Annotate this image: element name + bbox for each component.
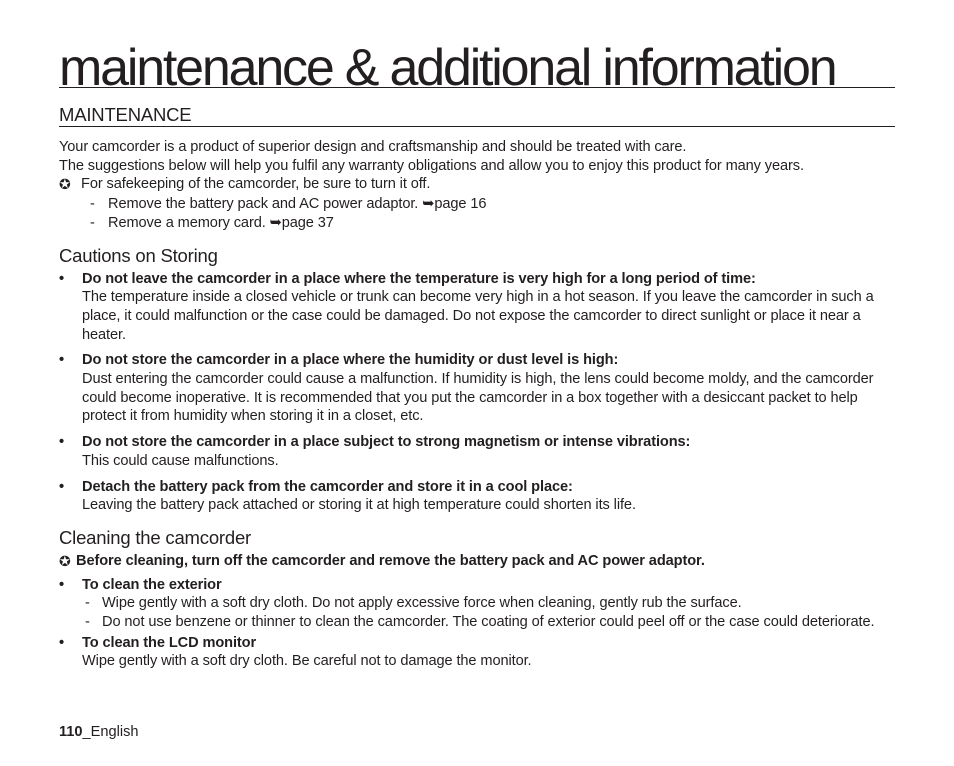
storing-item-text: Dust entering the camcorder could cause a malfunction. If humidity is high, the lens could become moldy, and the camcorder could become inoperative. It is recommended that you put the camcorder in a box together with a desiccant packet to help protect it from humidity when storing it in a closet, etc. xyxy=(82,371,874,425)
storing-item-title: Detach the battery pack from the camcorder and store it in a cool place: xyxy=(82,478,573,495)
page-number: 110 xyxy=(59,724,83,740)
step-text: Do not use benzene or thinner to clean the camcorder. The coating of exterior could peel off or the case could deteriorate. xyxy=(102,614,875,631)
page-footer xyxy=(59,723,139,741)
storing-item-title: Do not leave the camcorder in a place where the temperature is very high for a long period of time: xyxy=(82,270,756,287)
footer-language: _English xyxy=(82,724,139,740)
cleaning-exterior-title: To clean the exterior xyxy=(82,576,222,593)
bullet-icon: • xyxy=(59,270,65,287)
intro-line-2: The suggestions below will help you fulfil any warranty obligations and allow you to enjoy this product for many years. xyxy=(59,157,804,174)
cleaning-lcd xyxy=(59,634,895,671)
storing-item xyxy=(59,433,895,470)
step-text: Wipe gently with a soft dry cloth. Do not apply excessive force when cleaning, gently rub the surface. xyxy=(102,595,742,612)
storing-heading: Cautions on Storing xyxy=(59,244,218,266)
safekeeping-note xyxy=(59,175,895,194)
cleaning-exterior xyxy=(59,576,895,632)
bullet-icon: • xyxy=(59,634,65,651)
star-bullet-icon: ✪ xyxy=(59,552,71,569)
bullet-icon: • xyxy=(59,478,65,495)
storing-item-text: This could cause malfunctions. xyxy=(82,452,279,469)
storing-item xyxy=(59,270,895,345)
list-item xyxy=(82,594,895,613)
storing-item-title: Do not store the camcorder in a place where the humidity or dust level is high: xyxy=(82,352,619,369)
intro-line-1: Your camcorder is a product of superior design and craftsmanship and should be treated with care. xyxy=(59,139,687,155)
bullet-icon: • xyxy=(59,434,65,451)
bullet-icon: • xyxy=(59,352,65,369)
dash-icon: - xyxy=(90,196,95,213)
section-title: MAINTENANCE xyxy=(59,104,895,127)
storing-item-text: Leaving the battery pack attached or storing it at high temperature could shorten its life. xyxy=(82,497,636,514)
cleaning-lcd-text: Wipe gently with a soft dry cloth. Be careful not to damage the monitor. xyxy=(82,653,532,670)
cleaning-lcd-title: To clean the LCD monitor xyxy=(82,634,257,651)
safekeeping-text: For safekeeping of the camcorder, be sure to turn it off. xyxy=(81,176,431,193)
list-item xyxy=(82,613,895,632)
dash-icon: - xyxy=(90,214,95,231)
storing-item-text: The temperature inside a closed vehicle or trunk can become very high in a hot season. If you leave the camcorder in such a place, it could malfunction or the case could be damaged. Do not expose the camcorder to direct sunlight or place it near a heater. xyxy=(82,289,874,343)
list-item xyxy=(59,195,895,214)
storing-item-title: Do not store the camcorder in a place subject to strong magnetism or intense vibrations: xyxy=(82,434,691,451)
chapter-title: maintenance & additional information xyxy=(59,38,895,88)
star-bullet-icon: ✪ xyxy=(59,176,71,193)
storing-item xyxy=(59,351,895,426)
bullet-icon: • xyxy=(59,576,65,593)
dash-icon: - xyxy=(85,595,90,612)
dash-icon: - xyxy=(85,614,90,631)
cleaning-warning xyxy=(59,552,895,571)
step-text: Remove the battery pack and AC power adaptor. ➥page 16 xyxy=(108,196,487,213)
list-item xyxy=(59,214,895,233)
step-text: Remove a memory card. ➥page 37 xyxy=(108,214,334,231)
storing-item xyxy=(59,478,895,515)
cleaning-heading: Cleaning the camcorder xyxy=(59,526,252,548)
exterior-steps xyxy=(82,594,895,631)
safekeeping-steps xyxy=(59,195,895,232)
cleaning-warning-text: Before cleaning, turn off the camcorder and remove the battery pack and AC power adaptor. xyxy=(76,552,705,569)
page-content xyxy=(59,138,895,671)
